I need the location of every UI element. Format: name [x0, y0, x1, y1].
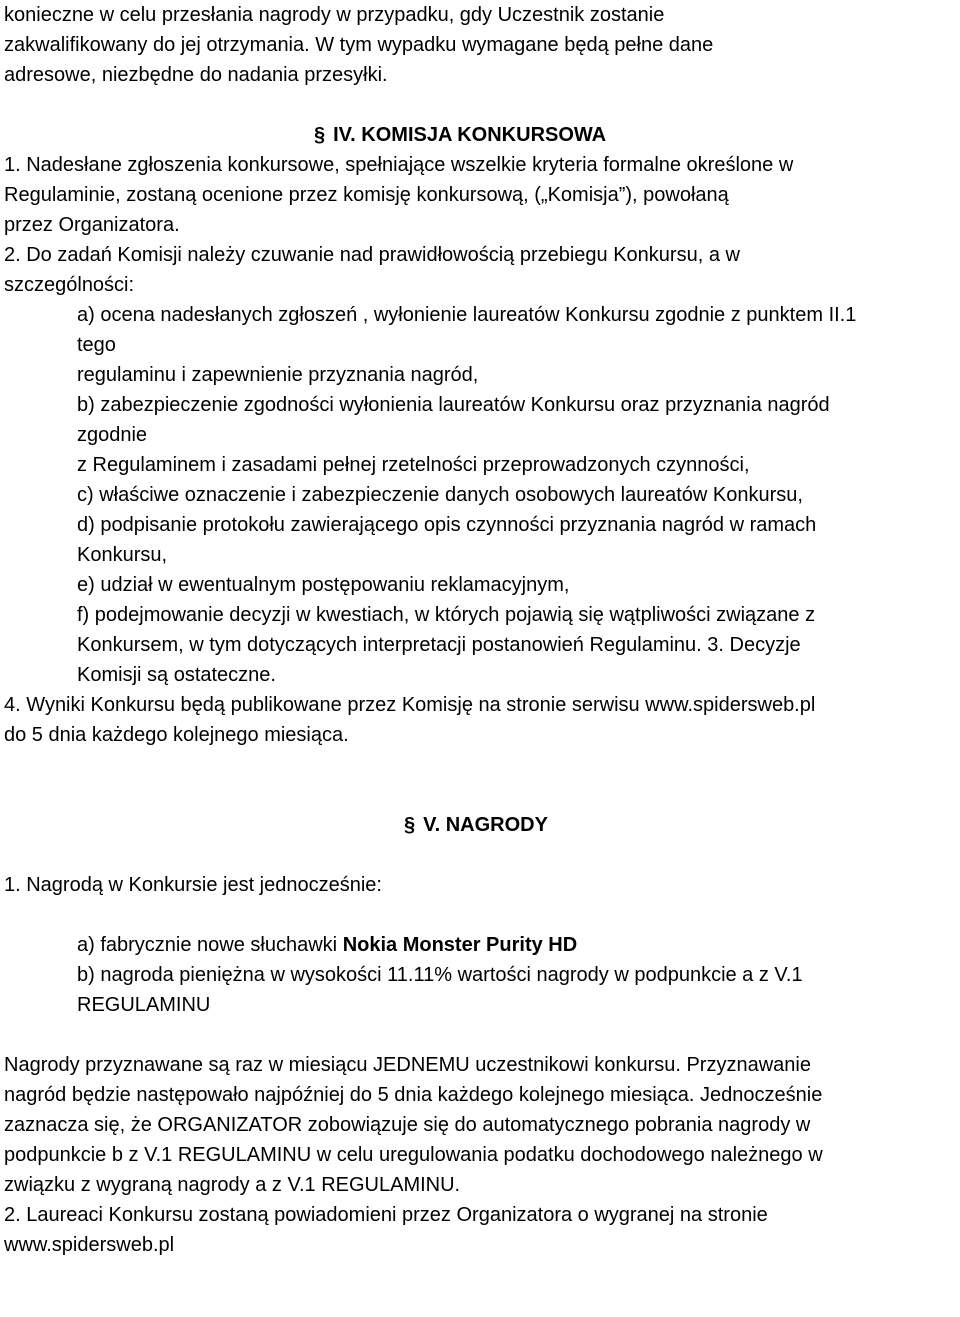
- text-line: Komisji są ostateczne.: [77, 664, 276, 686]
- text-line: związku z wygraną nagrody a z V.1 REGULAMINU.: [4, 1174, 461, 1196]
- spacer: [4, 900, 954, 930]
- section-5-heading: [4, 810, 954, 840]
- text-line: tego: [77, 334, 116, 356]
- text-line: nagród będzie następowało najpóźniej do 5 dnia każdego kolejnego miesiąca. Jednocześnie: [4, 1084, 823, 1106]
- section-symbol: §: [314, 124, 326, 146]
- text-line: przez Organizatora.: [4, 214, 180, 236]
- section-5-body: [4, 870, 954, 1260]
- text-line: 2. Do zadań Komisji należy czuwanie nad prawidłowością przebiegu Konkursu, a w: [4, 244, 740, 266]
- text-line: adresowe, niezbędne do nadania przesyłki.: [4, 64, 388, 86]
- text-line: Konkursem, w tym dotyczących interpretacji postanowień Regulaminu. 3. Decyzje: [77, 634, 801, 656]
- prize-a-product: Nokia Monster Purity HD: [342, 934, 578, 956]
- intro-paragraph: [4, 0, 954, 90]
- section-4-body: [4, 150, 954, 750]
- text-line: 4. Wyniki Konkursu będą publikowane przez Komisję na stronie serwisu www.spidersweb.pl: [4, 694, 816, 716]
- text-line: podpunkcie b z V.1 REGULAMINU w celu uregulowania podatku dochodowego należnego w: [4, 1144, 823, 1166]
- text-line: szczególności:: [4, 274, 135, 296]
- text-line: REGULAMINU: [77, 994, 211, 1016]
- text-line: Nagrody przyznawane są raz w miesiącu JEDNEMU uczestnikowi konkursu. Przyznawanie: [4, 1054, 811, 1076]
- text-line: 1. Nagrodą w Konkursie jest jednocześnie:: [4, 874, 382, 896]
- prize-item-a: [4, 930, 954, 960]
- text-line: z Regulaminem i zasadami pełnej rzetelności przeprowadzonych czynności,: [77, 454, 750, 476]
- section-4-title: IV. KOMISJA KONKURSOWA: [333, 124, 607, 146]
- list-item-b: b) zabezpieczenie zgodności wyłonienia laureatów Konkursu oraz przyznania nagród: [77, 394, 830, 416]
- list-item-f: f) podejmowanie decyzji w kwestiach, w których pojawią się wątpliwości związane z: [77, 604, 816, 626]
- section-4-heading: [4, 120, 954, 150]
- text-line: zaznacza się, że ORGANIZATOR zobowiązuje się do automatycznego pobrania nagrody w: [4, 1114, 811, 1136]
- text-line: Regulaminie, zostaną ocenione przez komisję konkursową, („Komisja”), powołaną: [4, 184, 729, 206]
- prize-item-b: b) nagroda pieniężna w wysokości 11.11% wartości nagrody w podpunkcie a z V.1: [77, 964, 803, 986]
- list-item-d: d) podpisanie protokołu zawierającego opis czynności przyznania nagród w ramach: [77, 514, 817, 536]
- document-page: [4, 0, 954, 1260]
- section-symbol: §: [404, 814, 416, 836]
- spacer: [4, 750, 954, 810]
- text-line: do 5 dnia każdego kolejnego miesiąca.: [4, 724, 349, 746]
- text-line: www.spidersweb.pl: [4, 1234, 175, 1256]
- text-line: zgodnie: [77, 424, 148, 446]
- spacer: [4, 1020, 954, 1050]
- text-line: konieczne w celu przesłania nagrody w przypadku, gdy Uczestnik zostanie: [4, 4, 665, 26]
- spacer: [4, 90, 954, 120]
- list-item-a: a) ocena nadesłanych zgłoszeń , wyłonienie laureatów Konkursu zgodnie z punktem II.1: [77, 304, 857, 326]
- spacer: [4, 840, 954, 870]
- text-line: 1. Nadesłane zgłoszenia konkursowe, spełniające wszelkie kryteria formalne określone w: [4, 154, 794, 176]
- list-item-c: c) właściwe oznaczenie i zabezpieczenie danych osobowych laureatów Konkursu,: [77, 484, 803, 506]
- text-line: regulaminu i zapewnienie przyznania nagród,: [77, 364, 479, 386]
- text-line: zakwalifikowany do jej otrzymania. W tym wypadku wymagane będą pełne dane: [4, 34, 714, 56]
- prize-a-text: a) fabrycznie nowe słuchawki: [77, 934, 343, 956]
- text-line: 2. Laureaci Konkursu zostaną powiadomieni przez Organizatora o wygranej na stronie: [4, 1204, 768, 1226]
- section-5-title: V. NAGRODY: [423, 814, 548, 836]
- text-line: Konkursu,: [77, 544, 168, 566]
- list-item-e: e) udział w ewentualnym postępowaniu reklamacyjnym,: [77, 574, 570, 596]
